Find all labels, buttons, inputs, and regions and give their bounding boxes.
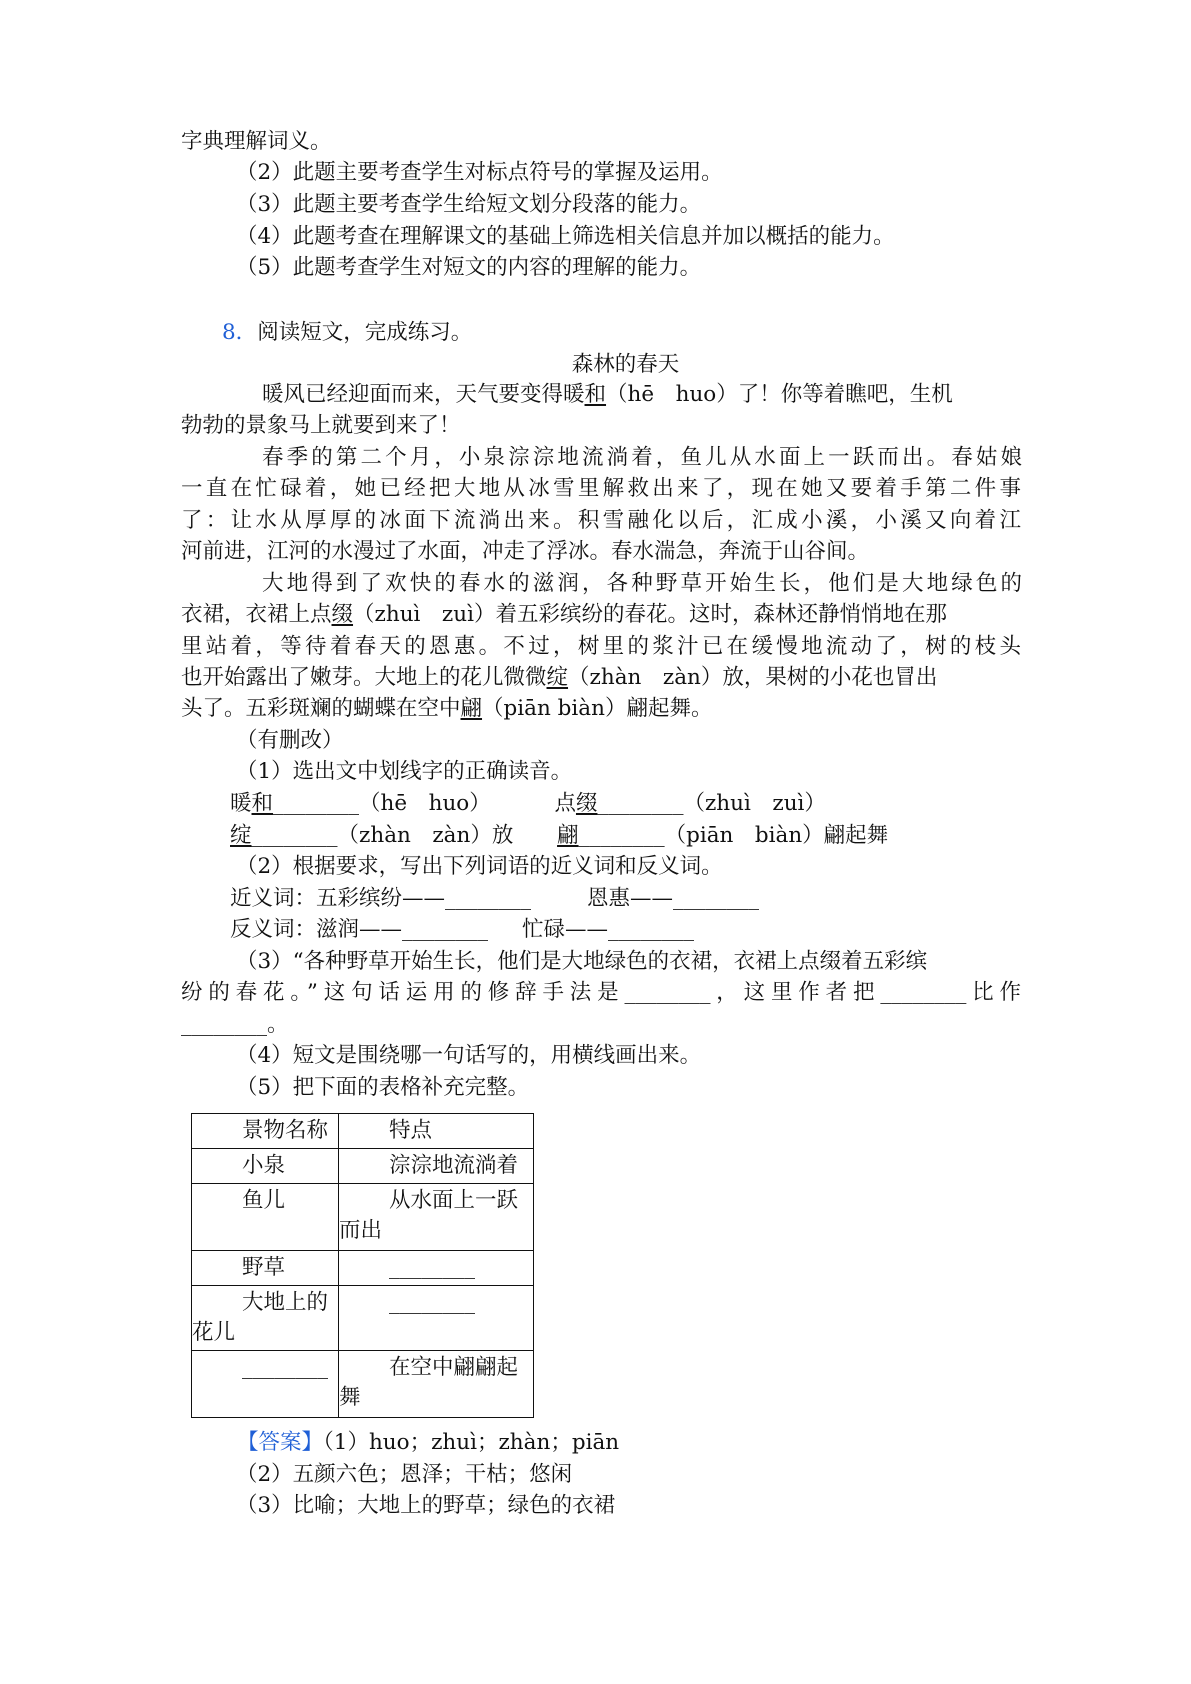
underlined-char: 缀 [575, 791, 598, 816]
subquestion-3-cont: ________。 [181, 1012, 289, 1037]
question-heading [222, 318, 1062, 348]
underlined-char: 和 [251, 791, 274, 816]
table-row [192, 1286, 534, 1351]
table-cell: 野草 [242, 1255, 286, 1280]
table-cell: 淙淙地流淌着 [389, 1153, 519, 1178]
subquestion-3: （3）“各种野草开始生长，他们是大地绿色的衣裙，衣裙上点缀着五彩缤 [236, 949, 928, 974]
text-line: 字典理解词义。 [181, 129, 332, 154]
table-cell: 舞 [339, 1385, 361, 1410]
underlined-char: 缀 [331, 602, 354, 627]
table-cell: 而出 [339, 1218, 383, 1243]
table-cell: 大地上的 [242, 1290, 329, 1315]
subquestion-1: （1）选出文中划线字的正确读音。 [236, 759, 573, 784]
underlined-char: 绽 [230, 823, 252, 848]
underlined-char: 翩 [460, 696, 483, 721]
subquestion-5: （5）把下面的表格补充完整。 [236, 1075, 530, 1100]
answer-label: 【答案】 [237, 1430, 324, 1455]
table-row [192, 1184, 534, 1251]
table-row [192, 1351, 534, 1418]
table-blank: ________ [389, 1290, 475, 1315]
source-note: （有删改） [236, 728, 344, 753]
question-instruction: 阅读短文，完成练习。 [257, 320, 473, 345]
table-header-cell: 特点 [389, 1118, 433, 1143]
passage-line: 头了。五彩斑斓的蝴蝶在空中翩（piān biàn）翩起舞。 [181, 696, 713, 721]
subquestion-2: （2）根据要求，写出下列词语的近义词和反义词。 [236, 854, 723, 879]
antonym-row: 反义词：滋润——________ 忙碌——________ [230, 917, 695, 942]
subquestion-3-cont: 纷的春花。”这句话运用的修辞手法是________，这里作者把________比作 [181, 980, 1021, 1005]
explanation-3: （3）此题主要考查学生给短文划分段落的能力。 [236, 192, 702, 217]
passage-title: 森林的春天 [571, 352, 680, 377]
answer-line-3: （3）比喻；大地上的野草；绿色的衣裙 [236, 1493, 616, 1518]
synonym-row: 近义词：五彩缤纷——________ 恩惠——________ [230, 886, 760, 911]
passage-line: 了：让水从厚厚的冰面下流淌出来。积雪融化以后，汇成小溪，小溪又向着江 [181, 508, 1021, 533]
passage-line: 也开始露出了嫩芽。大地上的花儿微微绽（zhàn zàn）放，果树的小花也冒出 [181, 665, 938, 690]
table-header-row [192, 1114, 534, 1149]
explanation-5: （5）此题考查学生对短文的内容的理解的能力。 [236, 255, 702, 280]
explanation-4: （4）此题考查在理解课文的基础上筛选相关信息并加以概括的能力。 [236, 224, 895, 249]
subquestion-4: （4）短文是围绕哪一句话写的，用横线画出来。 [236, 1043, 702, 1068]
passage-line: 一直在忙碌着，她已经把大地从冰雪里解救出来了，现在她又要着手第二件事 [181, 476, 1021, 501]
pinyin-choice-row: 绽________（zhàn zàn）放 翩________（piān biàn）翩起舞 [230, 823, 889, 848]
table-row [192, 1251, 534, 1286]
table-blank: ________ [389, 1255, 475, 1280]
underlined-char: 翩 [557, 823, 579, 848]
question-number: 8． [222, 320, 258, 345]
answer-line-2: （2）五颜六色；恩泽；干枯；悠闲 [236, 1462, 573, 1487]
scenery-table [191, 1113, 534, 1418]
passage-line: 大地得到了欢快的春水的滋润，各种野草开始生长，他们是大地绿色的 [262, 571, 1022, 596]
table-blank: ________ [242, 1355, 328, 1380]
table-cell: 鱼儿 [242, 1188, 286, 1213]
passage-line: 春季的第二个月，小泉淙淙地流淌着，鱼儿从水面上一跃而出。春姑娘 [262, 445, 1022, 470]
passage-line: 勃勃的景象马上就要到来了！ [181, 413, 461, 438]
answer-line-1: 【答案】（1）huo；zhuì；zhàn；piān [237, 1430, 620, 1455]
table-cell: 从水面上一跃 [389, 1188, 519, 1213]
table-cell: 花儿 [192, 1320, 236, 1345]
passage-line: 里站着，等待着春天的恩惠。不过，树里的浆汁已在缓慢地流动了，树的枝头 [181, 634, 1021, 659]
passage-line: 河前进，江河的水漫过了水面，冲走了浮冰。春水湍急，奔流于山谷间。 [181, 539, 870, 564]
underlined-char: 和 [584, 382, 607, 407]
pinyin-choice-row: 暖和________（hē huo） 点缀________（zhuì zuì） [230, 791, 826, 816]
table-header-cell: 景物名称 [242, 1118, 329, 1143]
explanation-2: （2）此题主要考查学生对标点符号的掌握及运用。 [236, 160, 723, 185]
table-row [192, 1149, 534, 1184]
table-cell: 小泉 [242, 1153, 286, 1178]
passage-line: 衣裙，衣裙上点缀（zhuì zuì）着五彩缤纷的春花。这时，森林还静悄悄地在那 [181, 602, 947, 627]
table-cell: 在空中翩翩起 [389, 1355, 519, 1380]
passage-line: 暖风已经迎面而来，天气要变得暖和（hē huo）了！你等着瞧吧，生机 [262, 382, 953, 407]
underlined-char: 绽 [546, 665, 569, 690]
